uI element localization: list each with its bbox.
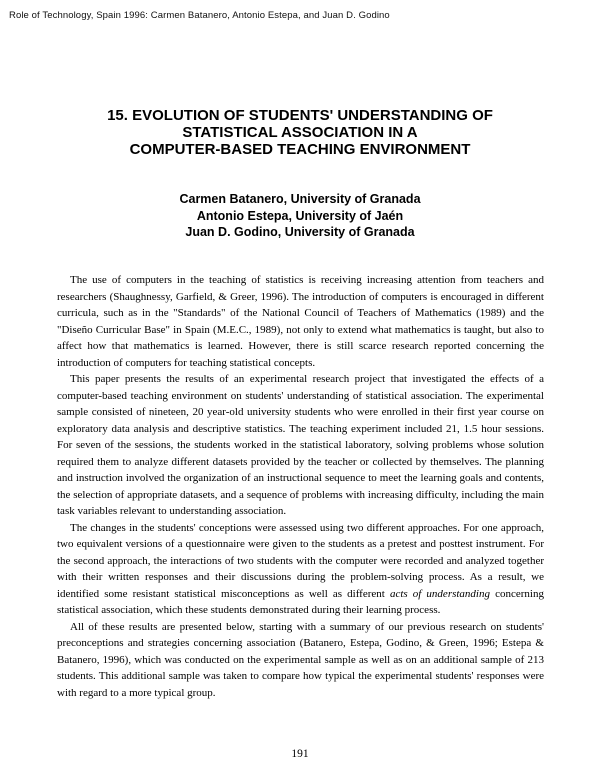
- italic-phrase: acts of understanding: [389, 587, 490, 600]
- paragraph: [57, 272, 544, 371]
- paragraph: [57, 371, 544, 520]
- paragraph: [57, 619, 544, 702]
- author-line: Juan D. Godino, University of Granada: [185, 225, 415, 239]
- paragraph-text: This paper presents the results of an experimental research project that investigated the effects of a computer-based teaching environment on students' understanding of statistical association. The experimental sample consisted of nineteen, 20 year-old university students who were enrolled in their first year course on exploratory data analysis and descriptive statistics. The teaching experiment included 21, 1.5 hour sessions. For seven of the sessions, the students worked in the statistical laboratory, solving problems whose solution required them to analyze different datasets provided by the teacher or collected by themselves. The planning and instruction involved the organization of an instructional sequence to meet the learning goals and contents, the selection of appropriate datasets, and a sequence of problems with increasing difficulty, including the main task variables relevant to understanding association.: [57, 373, 544, 517]
- paragraph-text: concerning statistical association, which these students demonstrated during their learning process.: [57, 587, 544, 616]
- title-line: STATISTICAL ASSOCIATION IN A: [182, 124, 418, 141]
- title-line: COMPUTER-BASED TEACHING ENVIRONMENT: [129, 141, 471, 158]
- paragraph-text: The use of computers in the teaching of statistics is receiving increasing attention from teachers and researchers (Shaughnessy, Garfield, & Greer, 1996). The introduction of computers is encouraged in different curricula, such as in the "Standards" of the National Council of Teachers of Mathematics (1989) and the "Diseño Curricular Base" in Spain (M.E.C., 1989), not only to extend what mathematics is taught, but also to affect how that mathematics is learned. However, there is still scarce research reported concerning the introduction of computers for teaching statistical concepts.: [57, 274, 544, 369]
- paragraph-text: All of these results are presented below, starting with a summary of our previous research on students' preconceptions and strategies concerning association (Batanero, Estepa, Godino, & Green, 1996; Estepa & Batanero, 1996), which was conducted on the experimental sample as well as on an additional sample of 213 students. This additional sample was taken to compare how typical the experimental students' responses were with regard to a more typical group.: [57, 620, 544, 699]
- title-line: 15. EVOLUTION OF STUDENTS' UNDERSTANDING OF: [107, 107, 493, 124]
- running-header: Role of Technology, Spain 1996: Carmen Batanero, Antonio Estepa, and Juan D. Godino: [9, 10, 390, 21]
- paragraph: [57, 520, 544, 619]
- paper-title: [0, 107, 600, 158]
- page-number: 191: [291, 748, 309, 760]
- body-text: [57, 272, 544, 701]
- author-line: Antonio Estepa, University of Jaén: [196, 208, 404, 223]
- author-line: Carmen Batanero, University of Granada: [179, 192, 421, 206]
- paragraph-text: The changes in the students' conceptions were assessed using two different approaches. For one approach, two equivalent versions of a questionnaire were given to the students as a pretest and posttest instrument. For the second approach, the interactions of two students with the computer were recorded and analyzed together with their written responses and their discussions during the problem-solving process. As a result, we identified some resistant statistical misconceptions as well as different: [57, 521, 544, 600]
- author-block: [0, 191, 600, 241]
